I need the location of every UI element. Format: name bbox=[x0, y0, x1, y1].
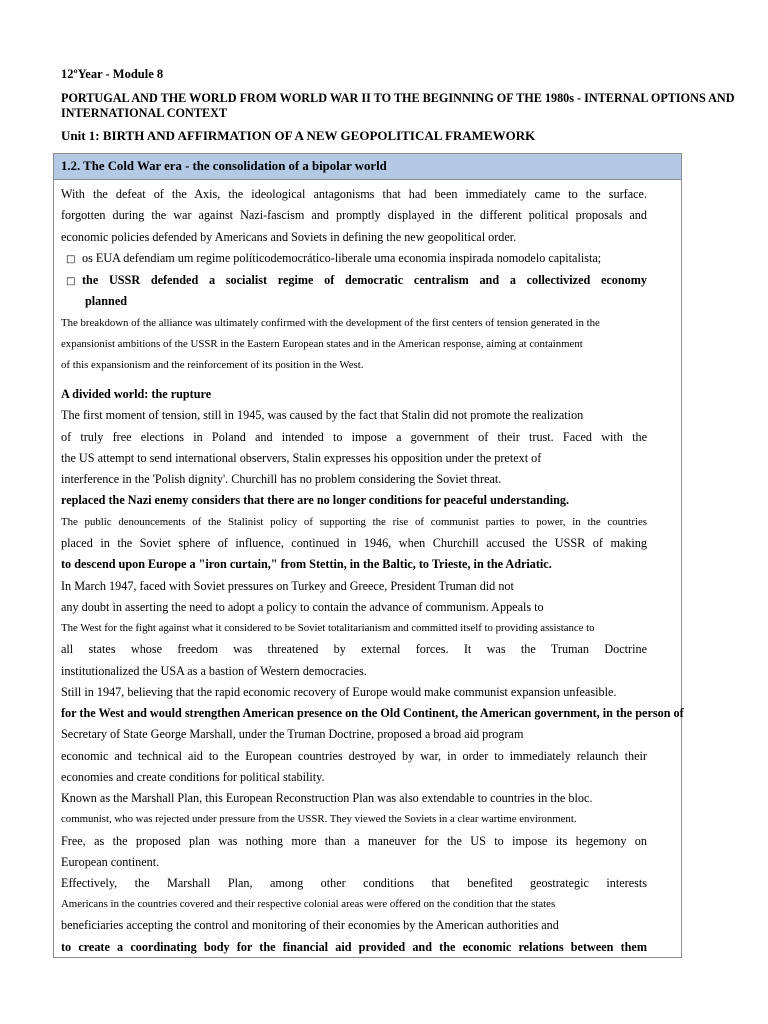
paragraph-line: European continent. bbox=[61, 855, 160, 869]
missing-glyph-box-icon: □ bbox=[66, 276, 76, 287]
paragraph-line: Effectively, the Marshall Plan, among other conditions that benefited geostrategic interests bbox=[61, 876, 647, 890]
paragraph-line: of truly free elections in Poland and intended to impose a government of their trust. Faced with the bbox=[61, 430, 647, 444]
module-heading: 12ºYear - Module 8 bbox=[61, 67, 164, 81]
paragraph-line: the US attempt to send international observers, Stalin expresses his opposition under the pretext of bbox=[61, 451, 542, 465]
paragraph-line: beneficiaries accepting the control and monitoring of their economies by the American authorities and bbox=[61, 918, 559, 932]
section-title-bar bbox=[54, 154, 681, 180]
bullet-continuation: planned bbox=[85, 294, 128, 308]
paragraph-line: institutionalized the USA as a bastion of Western democracies. bbox=[61, 664, 367, 678]
paragraph-line: economic policies defended by Americans and Soviets in defining the new geopolitical order. bbox=[61, 230, 517, 244]
unit-heading: Unit 1: BIRTH AND AFFIRMATION OF A NEW GEOPOLITICAL FRAMEWORK bbox=[61, 128, 536, 143]
missing-glyph-box-icon: □ bbox=[66, 254, 76, 265]
paragraph-line: The West for the fight against what it considered to be Soviet totalitarianism and committed itself to providing assistance to bbox=[61, 622, 595, 634]
paragraph-line: In March 1947, faced with Soviet pressures on Turkey and Greece, President Truman did not bbox=[61, 579, 514, 593]
paragraph-line: Americans in the countries covered and their respective colonial areas were offered on the condition that the states bbox=[61, 898, 556, 910]
paragraph-line: Secretary of State George Marshall, under the Truman Doctrine, proposed a broad aid program bbox=[61, 727, 524, 741]
paragraph-line: interference in the 'Polish dignity'. Churchill has no problem considering the Soviet threat. bbox=[61, 472, 502, 486]
paragraph-line: communist, who was rejected under pressure from the USSR. They viewed the Soviets in a clear wartime environment. bbox=[61, 813, 577, 825]
paragraph-line: to create a coordinating body for the financial aid provided and the economic relations between them bbox=[61, 940, 647, 954]
paragraph-line: The public denouncements of the Stalinist policy of supporting the rise of communist parties to power, in the countries bbox=[61, 516, 647, 528]
paragraph-line: to descend upon Europe a "iron curtain," from Stettin, in the Baltic, to Trieste, in the Adriatic. bbox=[61, 557, 552, 571]
module-title: PORTUGAL AND THE WORLD FROM WORLD WAR II TO THE BEGINNING OF THE 1980s - INTERNAL OPTIONS AND INTERNATIONAL CONTEXT bbox=[61, 91, 735, 120]
paragraph-line: expansionist ambitions of the USSR in the Eastern European states and in the American response, aiming at containment bbox=[61, 338, 583, 350]
paragraph-line: With the defeat of the Axis, the ideological antagonisms that had been immediately came to the surface. bbox=[61, 187, 647, 201]
paragraph-line: replaced the Nazi enemy considers that there are no longer conditions for peaceful understanding. bbox=[61, 493, 570, 507]
paragraph-line: economic and technical aid to the European countries destroyed by war, in order to immediately relaunch their bbox=[61, 749, 647, 763]
bullet-text: the USSR defended a socialist regime of democratic centralism and a collectivized economy bbox=[82, 273, 647, 287]
bullet-item bbox=[66, 273, 647, 289]
paragraph-line: forgotten during the war against Nazi-fascism and promptly displayed in the different political proposals and bbox=[61, 208, 647, 222]
bullet-item bbox=[66, 251, 647, 267]
paragraph-line: Known as the Marshall Plan, this European Reconstruction Plan was also extendable to countries in the bloc. bbox=[61, 791, 593, 805]
section-title: 1.2. The Cold War era - the consolidation of a bipolar world bbox=[61, 159, 387, 173]
bullet-text: os EUA defendiam um regime políticodemocrático-liberale uma economia inspirada nomodelo capitalista; bbox=[82, 251, 602, 265]
paragraph-line: Free, as the proposed plan was nothing more than a maneuver for the US to impose its hegemony on bbox=[61, 834, 647, 848]
subheading: A divided world: the rupture bbox=[61, 387, 212, 401]
paragraph-line: The breakdown of the alliance was ultimately confirmed with the development of the first centers of tension generated in the bbox=[61, 317, 600, 329]
paragraph-line: all states whose freedom was threatened by external forces. It was the Truman Doctrine bbox=[61, 642, 647, 656]
paragraph-line: economies and create conditions for political stability. bbox=[61, 770, 325, 784]
paragraph-line: Still in 1947, believing that the rapid economic recovery of Europe would make communist expansion unfeasible. bbox=[61, 685, 617, 699]
paragraph-line: any doubt in asserting the need to adopt a policy to contain the advance of communism. Appeals to bbox=[61, 600, 544, 614]
paragraph-line: for the West and would strengthen American presence on the Old Continent, the American government, in the person of bbox=[61, 706, 684, 720]
paragraph-line: placed in the Soviet sphere of influence, continued in 1946, when Churchill accused the USSR of making bbox=[61, 536, 647, 550]
paragraph-line: of this expansionism and the reinforcement of its position in the West. bbox=[61, 359, 364, 371]
paragraph-line: The first moment of tension, still in 1945, was caused by the fact that Stalin did not promote the realization bbox=[61, 408, 584, 422]
